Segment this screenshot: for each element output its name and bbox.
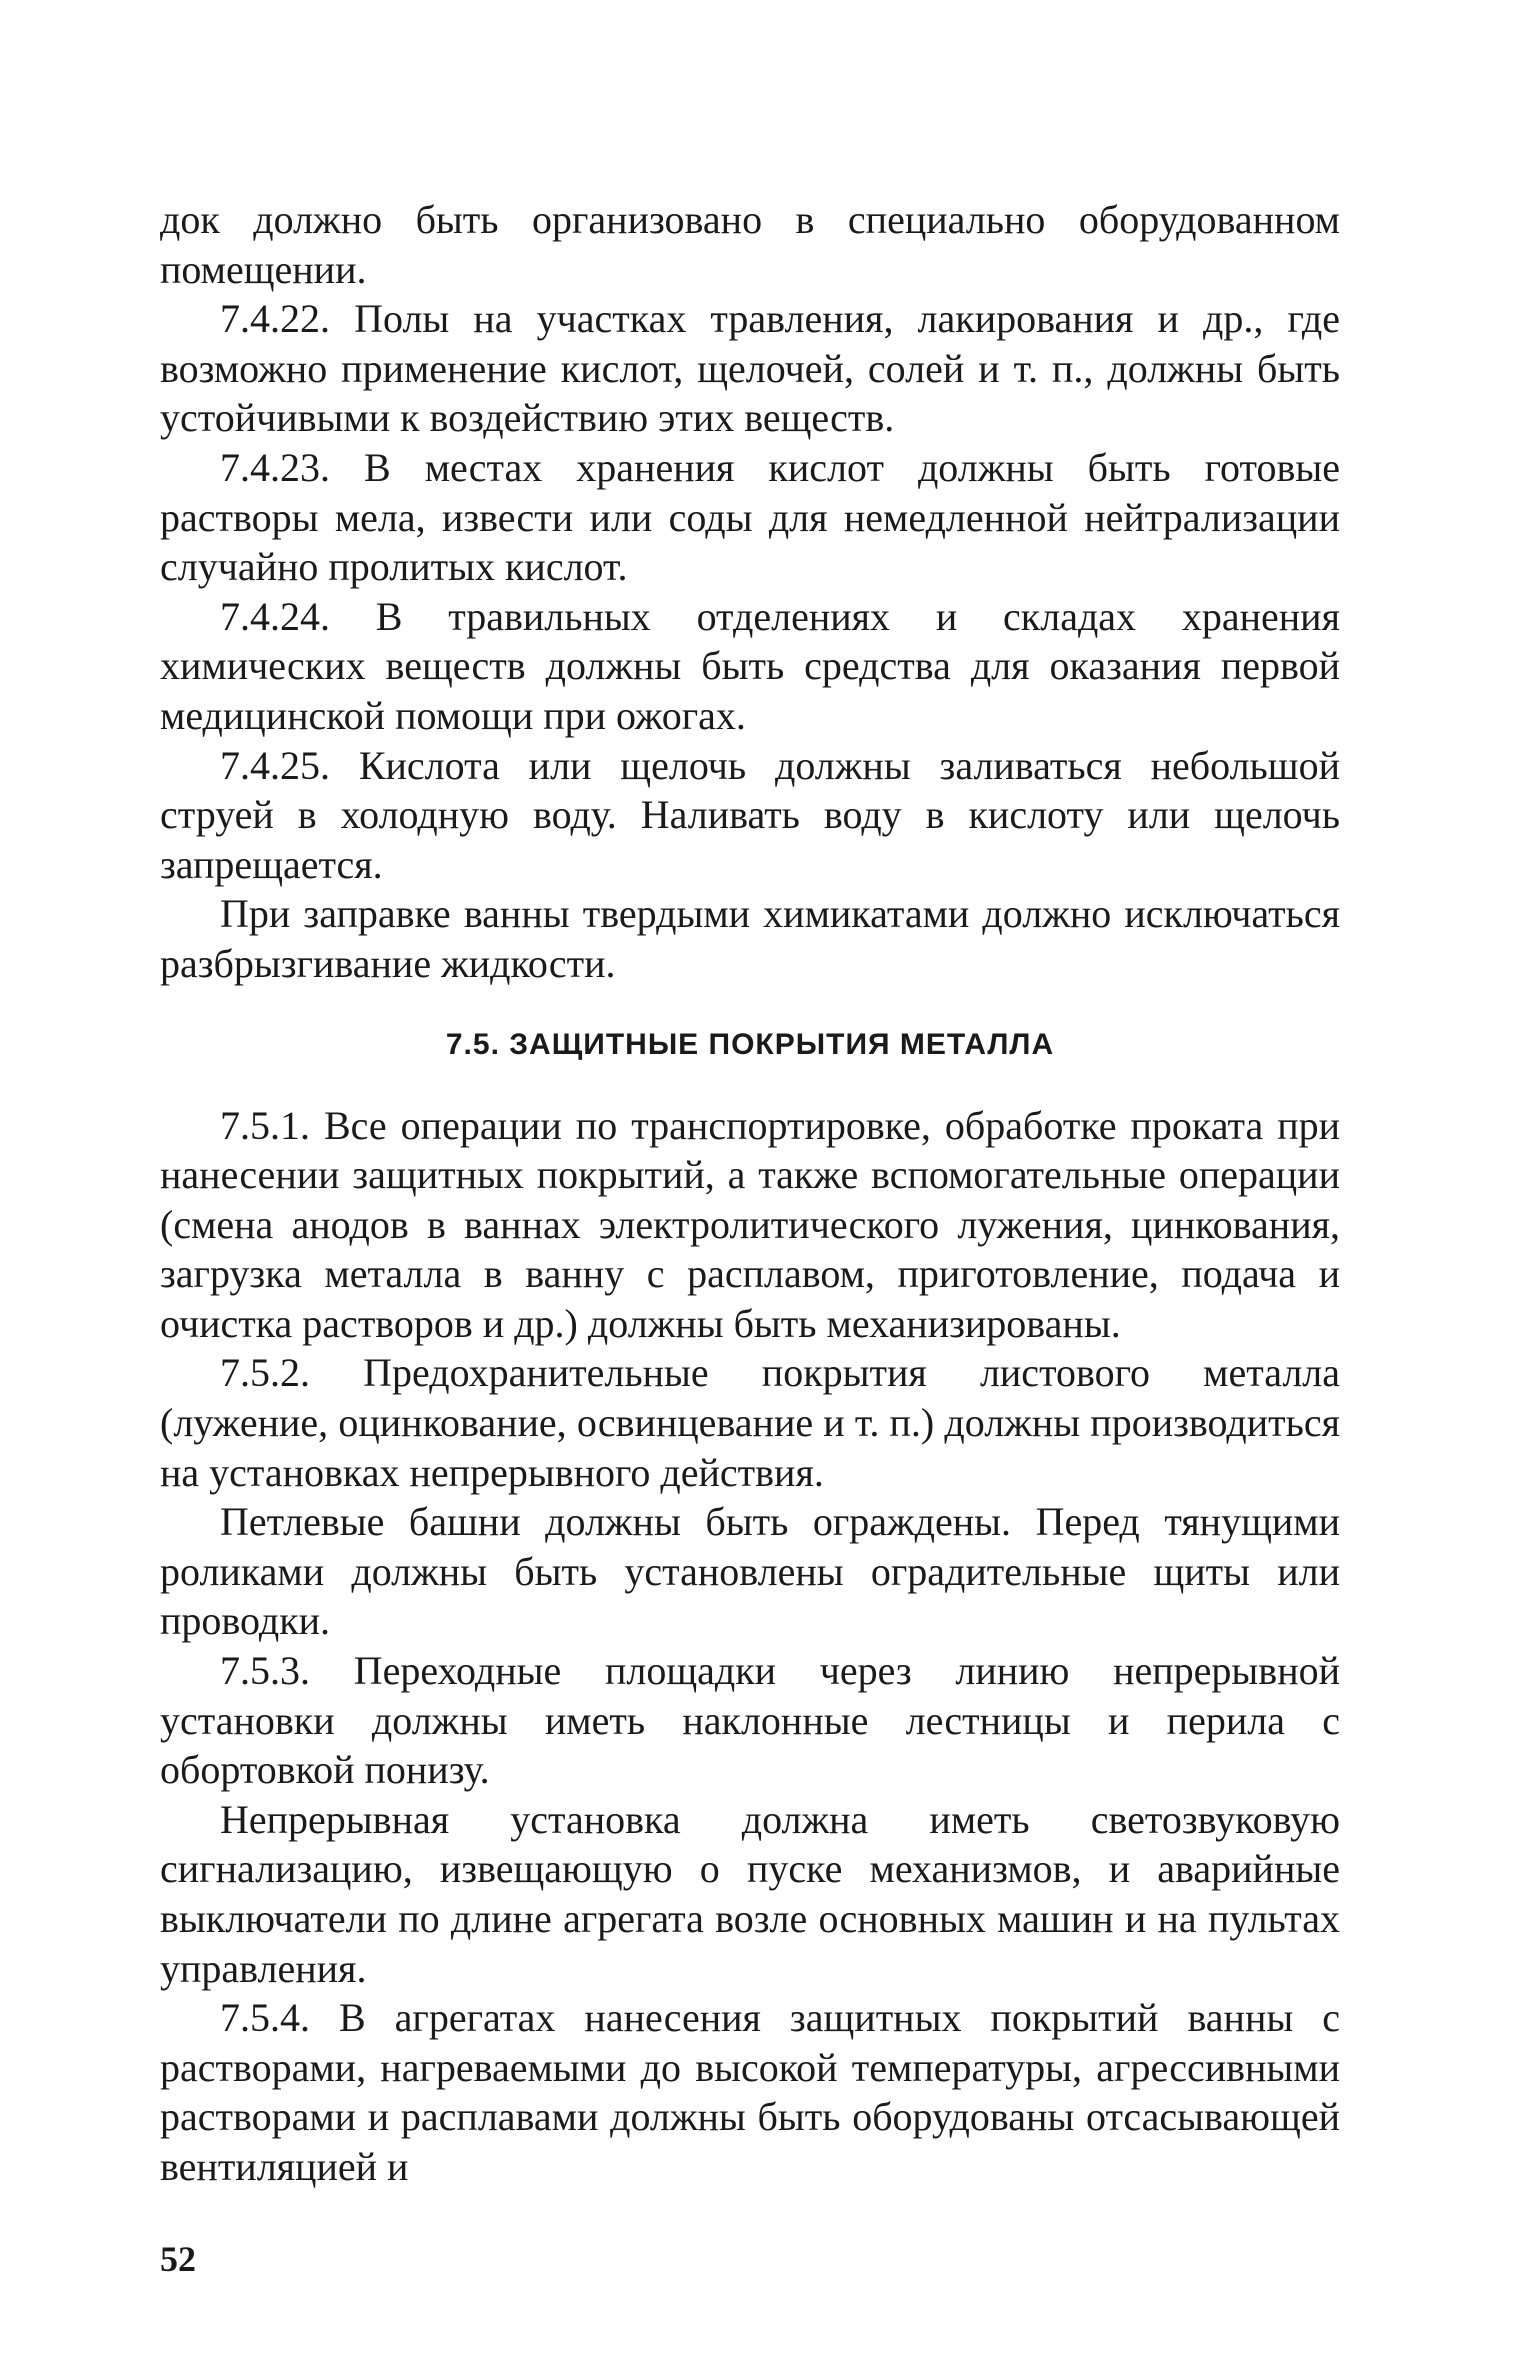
paragraph: При заправке ванны твердыми химикатами должно исключаться разбрызгивание жидкости. [160, 891, 1340, 986]
paragraph: 7.5.1. Все операции по транспортировке, обработке проката при нанесении защитных покрытий, а также вспомогательные операции (смена анодов в ваннах электролитического лужения, цинкования, загрузка металла в ванну с расплавом, приготовление, подача и очистка растворов и др.) должны быть механизированы. [160, 1102, 1340, 1346]
paragraph: док должно быть организовано в специально оборудованном помещении. [160, 197, 1340, 292]
paragraph: 7.4.23. В местах хранения кислот должны быть готовые растворы мела, извести или соды для немедленной нейтрализации случайно пролитых кислот. [160, 444, 1340, 590]
paragraph: 7.4.22. Полы на участках травления, лакирования и др., где возможно применение кислот, щелочей, солей и т. п., должны быть устойчивыми к воздействию этих веществ. [160, 296, 1340, 441]
text-block-after [160, 1101, 1340, 2192]
paragraph: 7.4.25. Кислота или щелочь должны заливаться небольшой струей в холодную воду. Наливать воду в кислоту или щелочь запрещается. [160, 742, 1340, 887]
paragraph: 7.5.3. Переходные площадки через линию непрерывной установки должны иметь наклонные лестницы и перила с обортовкой понизу. [160, 1648, 1340, 1793]
section-heading: 7.5. ЗАЩИТНЫЕ ПОКРЫТИЯ МЕТАЛЛА [445, 1027, 1055, 1061]
paragraph: 7.5.4. В агрегатах нанесения защитных покрытий ванны с растворами, нагреваемыми до высокой температуры, агрессивными растворами и расплавами должны быть оборудованы отсасывающей вентиляцией и [160, 1995, 1340, 2189]
paragraph: 7.4.24. В травильных отделениях и складах хранения химических веществ должны быть средства для оказания первой медицинской помощи при ожогах. [160, 593, 1340, 738]
page-number: 52 [160, 2239, 196, 2279]
paragraph: 7.5.2. Предохранительные покрытия листового металла (лужение, оцинкование, освинцевание и т. п.) должны производиться на установках непрерывного действия. [160, 1350, 1340, 1495]
paragraph: Непрерывная установка должна иметь светозвуковую сигнализацию, извещающую о пуске механизмов, и аварийные выключатели по длине агрегата возле основных машин и на пультах управления. [160, 1796, 1340, 1991]
paragraph: Петлевые башни должны быть ограждены. Перед тянущими роликами должны быть установлены оградительные щиты или проводки. [160, 1499, 1340, 1644]
page-body [160, 195, 1340, 2192]
text-block-before [160, 195, 1340, 989]
